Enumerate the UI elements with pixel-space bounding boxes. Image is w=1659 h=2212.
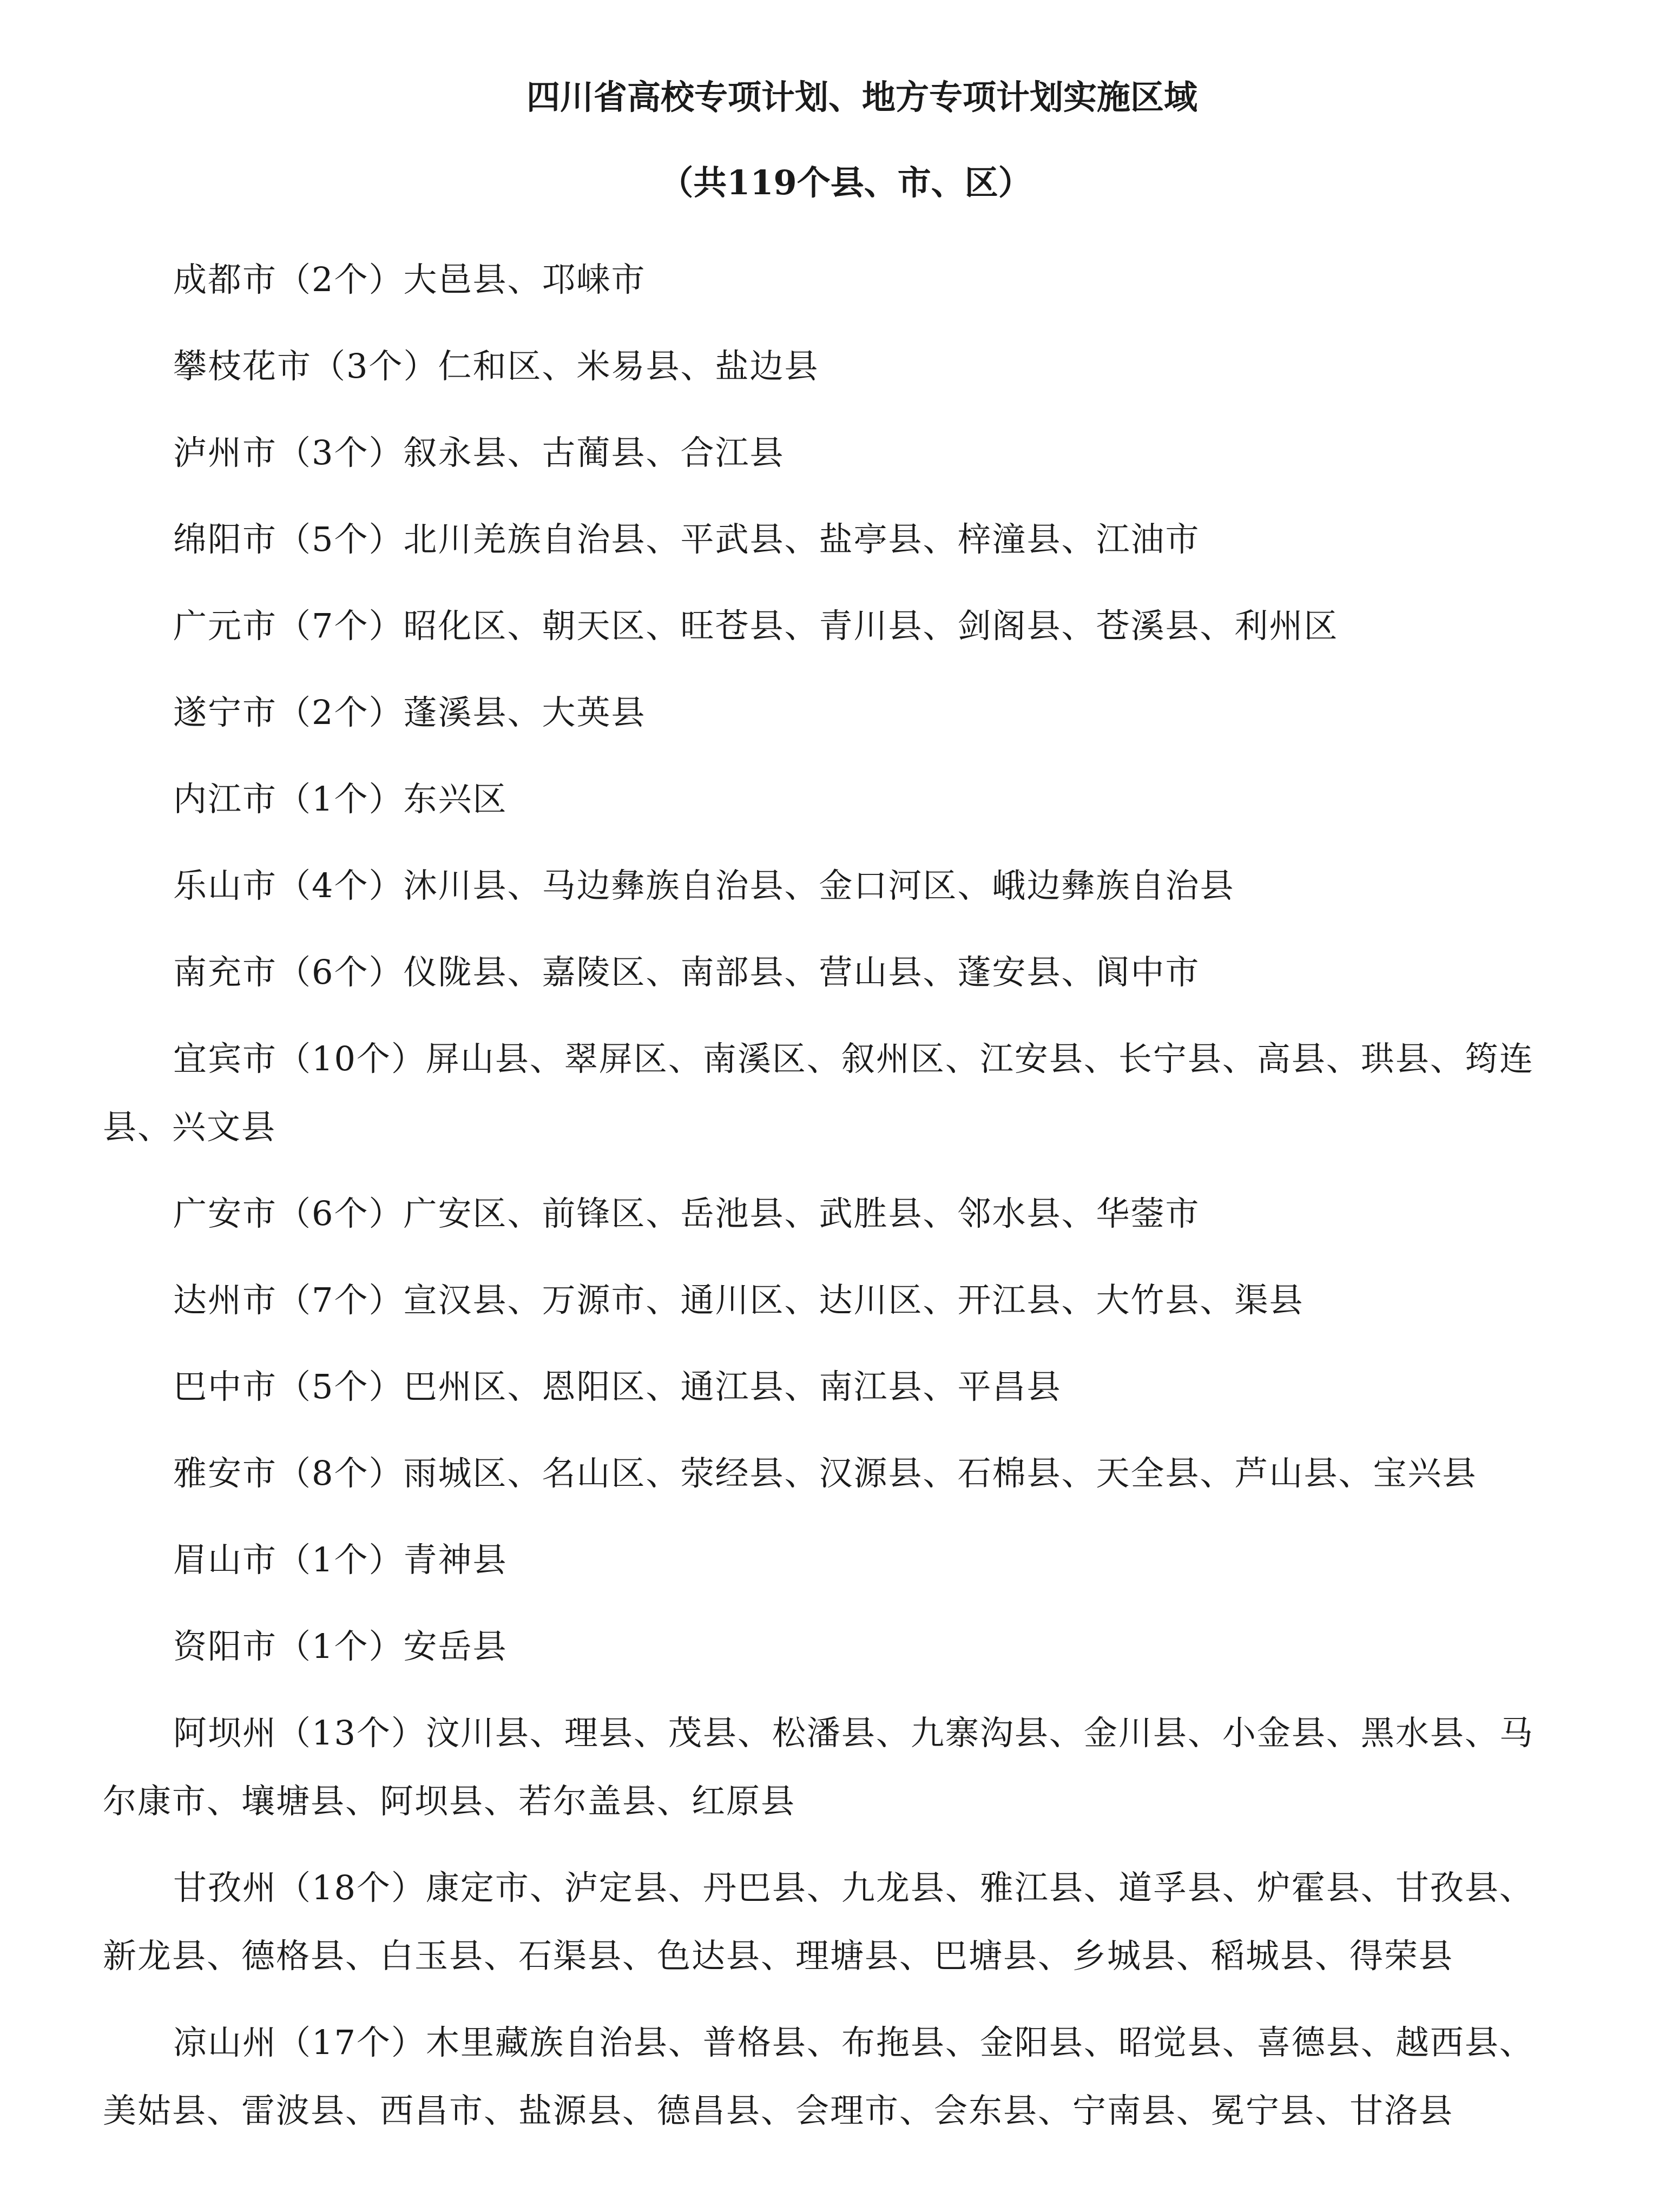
region-entry-luzhou: 泸州市（3个）叙永县、古蔺县、合江县 bbox=[173, 433, 785, 472]
region-entry-dazhou: 达州市（7个）宣汉县、万源市、通川区、达川区、开江县、大竹县、渠县 bbox=[173, 1280, 1304, 1320]
region-entry-yibin: 宜宾市（10个）屏山县、翠屏区、南溪区、叙州区、江安县、长宁县、高县、珙县、筠连县、兴文县 bbox=[103, 1039, 1534, 1147]
region-entry-leshan: 乐山市（4个）沐川县、马边彝族自治县、金口河区、峨边彝族自治县 bbox=[173, 866, 1235, 905]
region-entry-meishan: 眉山市（1个）青神县 bbox=[173, 1540, 508, 1579]
region-entry-liangshan: 凉山州（17个）木里藏族自治县、普格县、布拖县、金阳县、昭觉县、喜德县、越西县、美姑县、雷波县、西昌市、盐源县、德昌县、会理市、会东县、宁南县、冕宁县、甘洛县 bbox=[103, 2023, 1534, 2130]
document-subtitle: （共119个县、市、区） bbox=[660, 163, 1032, 202]
region-entry-mianyang: 绵阳市（5个）北川羌族自治县、平武县、盐亭县、梓潼县、江油市 bbox=[173, 519, 1200, 559]
region-entry-ziyang: 资阳市（1个）安岳县 bbox=[173, 1627, 508, 1666]
region-list bbox=[103, 246, 1556, 2145]
region-entry-nanchong: 南充市（6个）仪陇县、嘉陵区、南部县、营山县、蓬安县、阆中市 bbox=[173, 952, 1200, 992]
region-entry-suining: 遂宁市（2个）蓬溪县、大英县 bbox=[173, 693, 646, 732]
region-entry-ganzi: 甘孜州（18个）康定市、泸定县、丹巴县、九龙县、雅江县、道孚县、炉霍县、甘孜县、新龙县、德格县、白玉县、石渠县、色达县、理塘县、巴塘县、乡城县、稻城县、得荣县 bbox=[103, 1868, 1534, 1976]
document-title: 四川省高校专项计划、地方专项计划实施区域 bbox=[526, 77, 1197, 117]
region-entry-chengdu: 成都市（2个）大邑县、邛崃市 bbox=[173, 260, 646, 299]
region-entry-guangan: 广安市（6个）广安区、前锋区、岳池县、武胜县、邻水县、华蓥市 bbox=[173, 1194, 1200, 1233]
region-entry-bazhong: 巴中市（5个）巴州区、恩阳区、通江县、南江县、平昌县 bbox=[173, 1367, 1062, 1406]
region-entry-yaan: 雅安市（8个）雨城区、名山区、荥经县、汉源县、石棉县、天全县、芦山县、宝兴县 bbox=[173, 1453, 1477, 1493]
region-entry-neijiang: 内江市（1个）东兴区 bbox=[173, 779, 508, 819]
region-entry-guangyuan: 广元市（7个）昭化区、朝天区、旺苍县、青川县、剑阁县、苍溪县、利州区 bbox=[173, 606, 1339, 646]
region-entry-panzhihua: 攀枝花市（3个）仁和区、米易县、盐边县 bbox=[173, 346, 819, 386]
region-entry-aba: 阿坝州（13个）汶川县、理县、茂县、松潘县、九寨沟县、金川县、小金县、黑水县、马尔康市、壤塘县、阿坝县、若尔盖县、红原县 bbox=[103, 1713, 1534, 1821]
